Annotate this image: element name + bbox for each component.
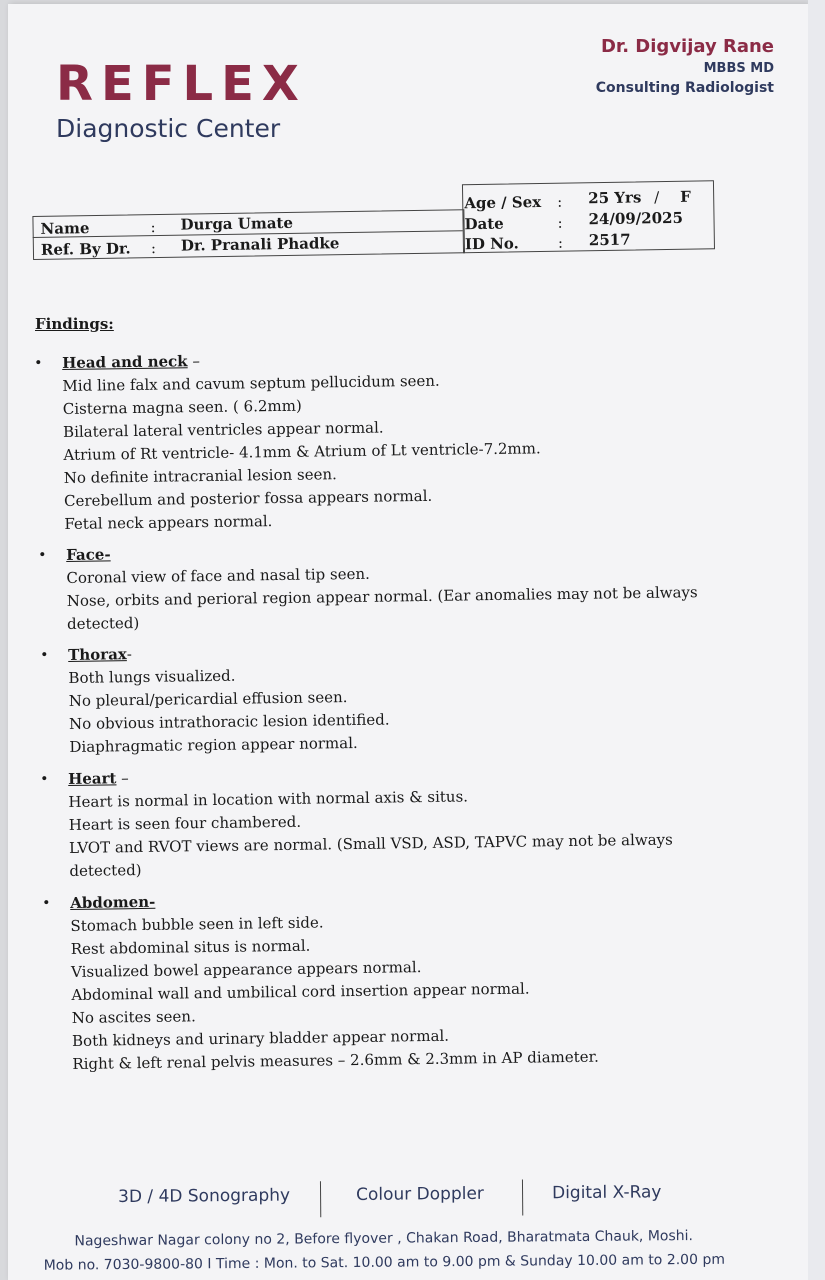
finding-line: Fetal neck appears normal. [64, 512, 273, 533]
patient-table [32, 180, 713, 267]
service-xray: Digital X-Ray [551, 1182, 662, 1204]
section-abdomen [42, 885, 600, 1076]
doctor-name: Dr. Digvijay Rane [600, 36, 774, 57]
ref-value: Dr. Pranali Phadke [180, 234, 340, 255]
section-title: Heart [68, 769, 117, 788]
section-title: Thorax [68, 645, 127, 664]
page-edge [808, 0, 825, 1280]
age-value: 25 Yrs [588, 188, 642, 208]
colon: : [557, 213, 563, 232]
finding-line: detected) [66, 613, 140, 633]
finding-line: No pleural/pericardial effusion seen. [68, 688, 348, 710]
finding-line: Heart is normal in location with normal axis & situs. [68, 787, 469, 811]
logo-main: REFLEX [56, 56, 307, 112]
section-title-suffix: - [126, 645, 132, 664]
bullet: • [38, 547, 47, 564]
bullet: • [42, 895, 51, 912]
finding-line: Mid line falx and cavum septum pellucidum seen. [62, 371, 440, 395]
sex-value: F [680, 187, 691, 206]
doctor-block [596, 36, 774, 96]
date-value: 24/09/2025 [588, 208, 684, 229]
finding-line: Bilateral lateral ventricles appear normal. [62, 418, 384, 441]
finding-line: LVOT and RVOT views are normal. (Small VSD, ASD, TAPVC may not be always [68, 830, 673, 857]
clinic-logo [56, 56, 307, 143]
section-title: Face- [66, 545, 111, 564]
finding-line: Both lungs visualized. [68, 666, 236, 687]
footer-address: Nageshwar Nagar colony no 2, Before flyover , Chakan Road, Bharatmata Chauk, Moshi. [74, 1228, 694, 1250]
service-doppler: Colour Doppler [355, 1183, 484, 1205]
finding-line: Visualized bowel appearance appears normal. [70, 958, 422, 981]
service-sonography: 3D / 4D Sonography [117, 1185, 291, 1208]
age-sex-label: Age / Sex [464, 193, 542, 213]
name-label: Name [40, 219, 90, 238]
finding-line: Rest abdominal situs is normal. [70, 936, 311, 958]
section-face [38, 535, 698, 636]
section-head-neck [34, 345, 542, 536]
finding-line: Diaphragmatic region appear normal. [69, 733, 358, 756]
finding-line: Nose, orbits and perioral region appear normal. (Ear anomalies may not be always [66, 583, 698, 610]
section-thorax [40, 640, 390, 759]
colon: : [150, 239, 157, 258]
id-value: 2517 [588, 230, 631, 250]
doctor-degree: MBBS MD [703, 61, 774, 76]
finding-line: Coronal view of face and nasal tip seen. [66, 564, 370, 587]
service-divider [522, 1180, 523, 1216]
ref-label: Ref. By Dr. [40, 239, 131, 259]
finding-line: Both kidneys and urinary bladder appear normal. [71, 1026, 450, 1050]
colon: : [150, 218, 156, 237]
bullet: • [40, 647, 49, 664]
section-title: Head and neck [62, 352, 188, 372]
bullet: • [34, 355, 43, 372]
logo-sub: Diagnostic Center [56, 114, 281, 143]
findings-heading: Findings: [35, 315, 114, 333]
colon: : [557, 233, 564, 252]
age-sex-separator: / [654, 188, 660, 207]
finding-line: Atrium of Rt ventricle- 4.1mm & Atrium of Lt ventricle-7.2mm. [63, 439, 541, 464]
footer-contact: Mob no. 7030-9800-80 I Time : Mon. to Sat. 10.00 am to 9.00 pm & Sunday 10.00 am to 2.00 pm [43, 1251, 726, 1274]
service-divider [320, 1181, 321, 1217]
finding-line: Cisterna magna seen. ( 6.2mm) [62, 396, 302, 418]
bullet: • [40, 771, 49, 788]
section-title: Abdomen- [70, 892, 156, 912]
colon: : [557, 192, 563, 211]
report-page [8, 4, 808, 1280]
section-title-suffix: – [116, 769, 129, 788]
finding-line: Right & left renal pelvis measures – 2.6mm & 2.3mm in AP diameter. [72, 1047, 600, 1073]
finding-line: Cerebellum and posterior fossa appears normal. [63, 486, 433, 510]
finding-line: Heart is seen four chambered. [68, 812, 302, 834]
finding-line: Stomach bubble seen in left side. [70, 913, 324, 935]
page-footer [8, 1181, 808, 1274]
finding-line: No ascites seen. [71, 1007, 196, 1027]
finding-line: No definite intracranial lesion seen. [63, 465, 337, 487]
finding-line: Abdominal wall and umbilical cord insertion appear normal. [71, 979, 530, 1004]
id-label: ID No. [464, 234, 519, 254]
date-label: Date [464, 214, 504, 234]
section-heart [40, 760, 673, 883]
name-value: Durga Umate [180, 213, 294, 234]
section-title-suffix: – [187, 352, 201, 371]
doctor-role: Consulting Radiologist [595, 80, 774, 96]
finding-line: No obvious intrathoracic lesion identified. [68, 710, 390, 733]
finding-line: detected) [69, 860, 142, 880]
